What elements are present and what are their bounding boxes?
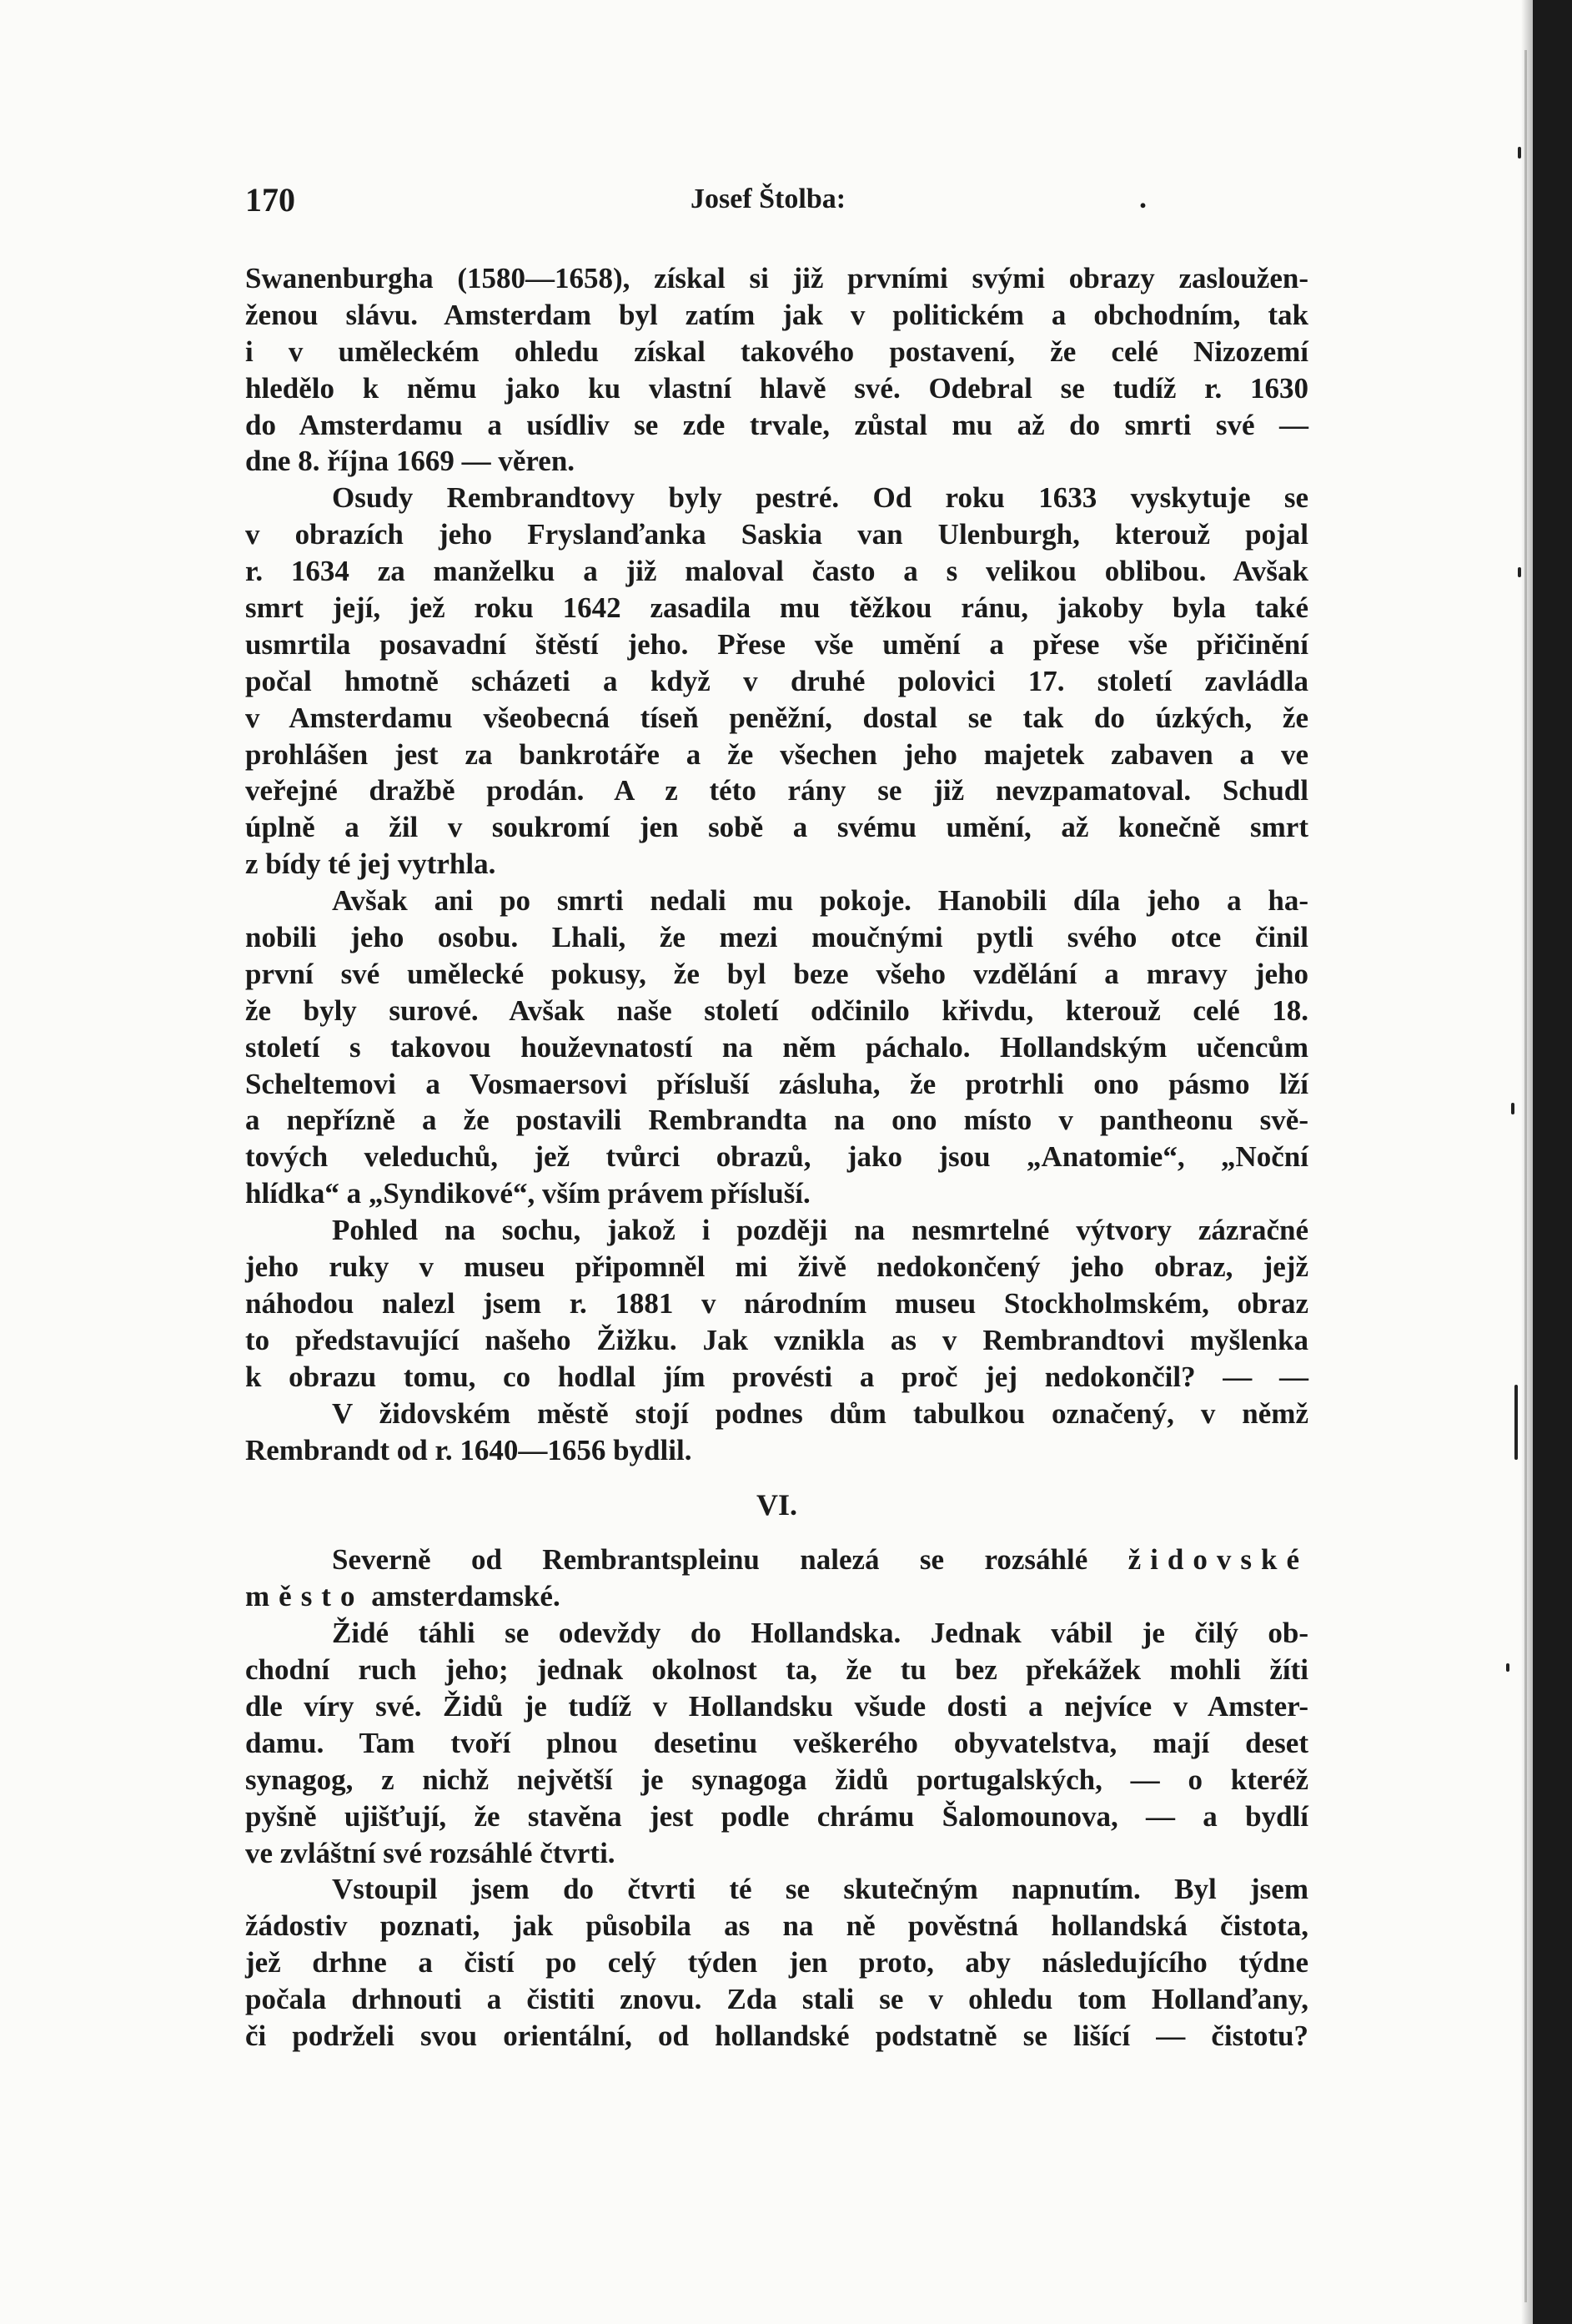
text-line xyxy=(245,1578,1308,1615)
header-dot: . xyxy=(1139,181,1147,214)
running-head: Josef Štolba: xyxy=(691,184,846,214)
text-line: dle víry své. Židů je tudíž v Hollandsku všude dosti a nejvíce v Amster- xyxy=(245,1689,1308,1723)
text-line: úplně a žil v soukromí jen sobě a svému umění, až konečně smrt xyxy=(245,811,1308,844)
text-line: r. 1634 za manželku a již maloval často a s velikou oblibou. Avšak xyxy=(245,555,1308,588)
text-line: Rembrandt od r. 1640—1656 bydlil. xyxy=(245,1433,692,1466)
scan-edge-mark xyxy=(1518,147,1521,158)
text-line: Scheltemovi a Vosmaersovi přísluší zásluha, že protrhli ono pásmo lží xyxy=(245,1067,1308,1100)
text-line: chodní ruch jeho; jednak okolnost ta, že tu bez překážek mohli žíti xyxy=(245,1653,1308,1687)
text-line: že byly surové. Avšak naše století odčinilo křivdu, kterouž celé 18. xyxy=(245,993,1308,1027)
text-line: do Amsterdamu a usídliv se zde trvale, zůstal mu až do smrti své — xyxy=(245,408,1308,441)
text-line: století s takovou houževnatostí na něm páchalo. Hollandským učencům xyxy=(245,1030,1308,1064)
text-line: náhodou nalezl jsem r. 1881 v národním museu Stockholmském, obraz xyxy=(245,1286,1308,1320)
text-line: synagog, z nichž největší je synagoga židů portugalských, — o kteréž xyxy=(245,1763,1308,1796)
text-line: v Amsterdamu všeobecná tíseň peněžní, dostal se tak do úzkých, že xyxy=(245,701,1308,734)
section-intro-text: amsterdamské. xyxy=(364,1580,560,1613)
text-line: hledělo k němu jako ku vlastní hlavě své. Odebral se tudíž r. 1630 xyxy=(245,371,1308,405)
text-line: z bídy té jej vytrhla. xyxy=(245,848,496,881)
text-line: jeho ruky v museu připomněl mi živě nedokončený jeho obraz, jejž xyxy=(245,1250,1308,1284)
text-line: Pohled na sochu, jakož i později na nesmrtelné výtvory zázračné xyxy=(332,1214,1308,1247)
text-line: to představující našeho Žižku. Jak vznikla as v Rembrandtovi myšlenka xyxy=(245,1323,1308,1356)
text-line: žádostiv poznati, jak působila as na ně pověstná hollandská čistota, xyxy=(245,1909,1308,1943)
text-line: Swanenburgha (1580—1658), získal si již prvními svými obrazy zasloužen- xyxy=(245,262,1308,294)
text-line: počal hmotně scházeti a když v druhé polovici 17. století zavládla xyxy=(245,664,1308,697)
text-line: tových veleduchů, jež tvůrci obrazů, jako jsou „Anatomie“, „Noční xyxy=(245,1140,1308,1174)
text-line: usmrtila posavadní štěstí jeho. Přese vše umění a přese vše přičinění xyxy=(245,627,1308,661)
page-header xyxy=(245,180,1313,225)
scan-edge-mark xyxy=(1511,1103,1514,1114)
text-line: i v uměleckém ohledu získal takového postavení, že celé Nizozemí xyxy=(245,335,1308,368)
body-text xyxy=(245,260,1308,2055)
text-line: počala drhnouti a čistiti znovu. Zda stali se v ohledu tom Hollanďany, xyxy=(245,1983,1308,2016)
text-line: V židovském městě stojí podnes dům tabulkou označený, v němž xyxy=(332,1396,1308,1430)
text-line: Židé táhli se odevždy do Hollandska. Jednak vábil je čilý ob- xyxy=(332,1617,1308,1650)
text-line: prohlášen jest za bankrotáře a že všechen jeho majetek zabaven a ve xyxy=(245,737,1308,771)
text-line: ženou slávu. Amsterdam byl zatím jak v politickém a obchodním, tak xyxy=(245,298,1308,331)
text-line: k obrazu tomu, co hodlal jím provésti a proč jej nedokončil? — — xyxy=(245,1360,1308,1393)
text-line: smrt její, jež roku 1642 zasadila mu těžkou ránu, jakoby byla také xyxy=(245,591,1308,625)
text-line xyxy=(245,1542,1308,1578)
page-gutter-shadow xyxy=(1524,50,1527,2302)
text-line: damu. Tam tvoří plnou desetinu veškerého obyvatelstva, mají deset xyxy=(245,1726,1308,1759)
scan-edge-mark xyxy=(1514,1385,1518,1460)
text-line: či podrželi svou orientální, od hollandské podstatně se lišící — čistotu? xyxy=(245,2019,1308,2052)
text-line: první své umělecké pokusy, že byl beze všeho vzdělání a mravy jeho xyxy=(245,957,1308,990)
page-number: 170 xyxy=(245,181,295,219)
scan-edge-mark xyxy=(1518,567,1521,577)
text-line: Vstoupil jsem do čtvrti té se skutečným napnutím. Byl jsem xyxy=(332,1873,1308,1906)
scan-edge-mark xyxy=(1506,1663,1509,1672)
text-line: hlídka“ a „Syndikové“, vším právem přísluší. xyxy=(245,1177,811,1210)
section-intro-text: Severně od Rembrantspleinu nalezá se rozsáhlé xyxy=(332,1543,1088,1577)
text-line: Osudy Rembrandtovy byly pestré. Od roku 1633 vyskytuje se xyxy=(332,481,1308,515)
spaced-emphasis: židovské xyxy=(1128,1543,1308,1577)
text-line: ve zvláštní své rozsáhlé čtvrti. xyxy=(245,1836,615,1869)
text-line: dne 8. října 1669 — věren. xyxy=(245,445,575,478)
text-line: pyšně ujišťují, že stavěna jest podle chrámu Šalomounova, — a bydlí xyxy=(245,1799,1308,1833)
text-line: a nepřízně a že postavili Rembrandta na ono místo v pantheonu svě- xyxy=(245,1104,1308,1137)
section-heading: VI. xyxy=(756,1488,797,1522)
spaced-emphasis: město xyxy=(245,1580,364,1613)
text-line: veřejné dražbě prodán. A z této rány se již nevzpamatoval. Schudl xyxy=(245,774,1308,807)
text-line: jež drhne a čistí po celý týden jen proto, aby následujícího týdne xyxy=(245,1946,1308,1979)
text-line: v obrazích jeho Fryslanďanka Saskia van Ulenburgh, kterouž pojal xyxy=(245,518,1308,551)
text-line: nobili jeho osobu. Lhali, že mezi moučnými pytli svého otce činil xyxy=(245,921,1308,954)
text-line: Avšak ani po smrti nedali mu pokoje. Hanobili díla jeho a ha- xyxy=(332,884,1308,918)
